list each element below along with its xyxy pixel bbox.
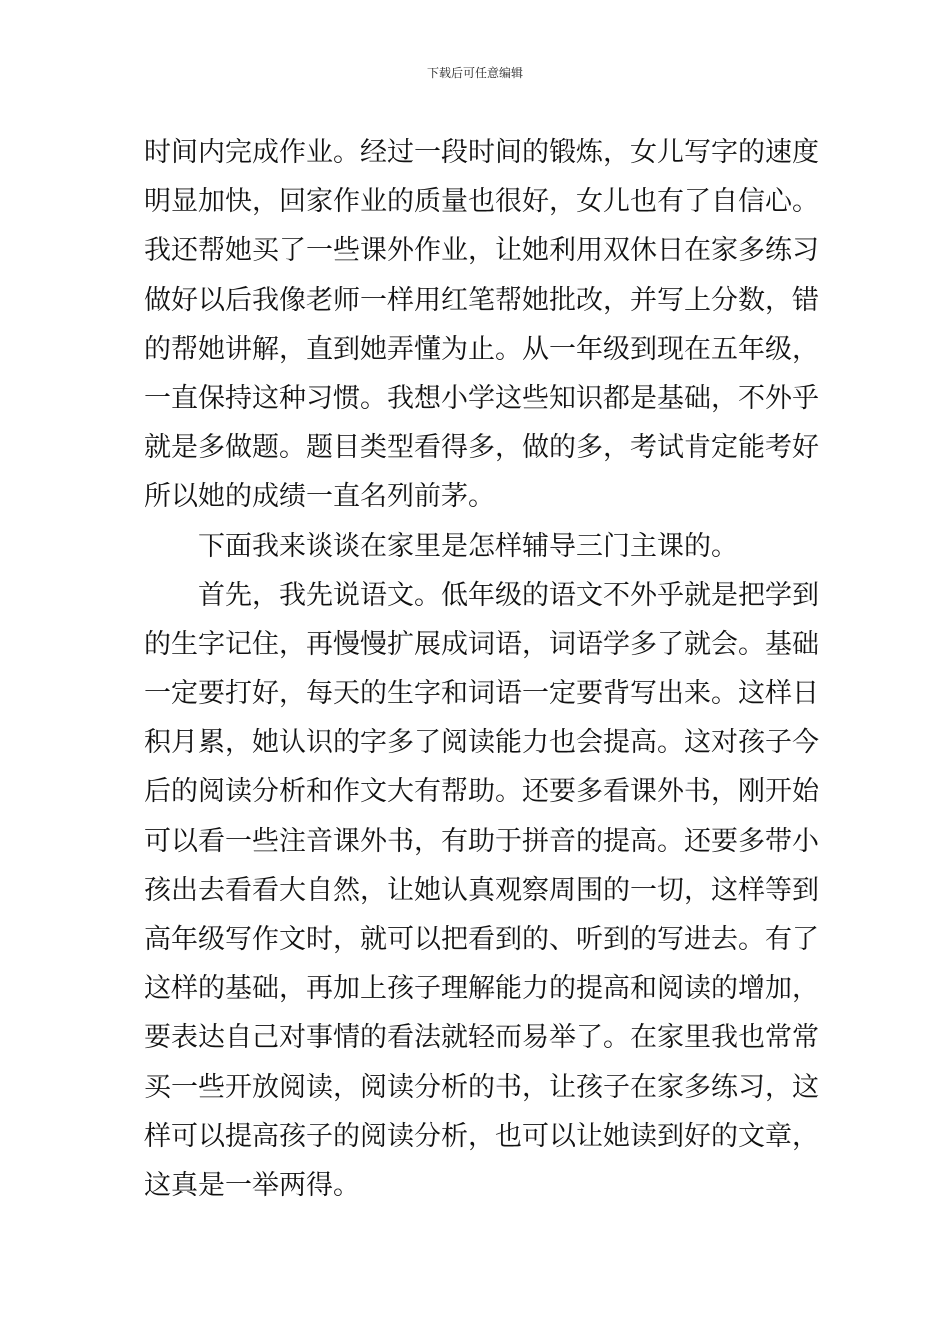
text-line: 可以看一些注音课外书，有助于拼音的提高。还要多带小 [144, 825, 819, 857]
text-line: 孩出去看看大自然，让她认真观察周围的一切，这样等到 [144, 874, 819, 906]
header-note: 下载后可任意编辑 [426, 66, 523, 80]
text-line: 样可以提高孩子的阅读分析，也可以让她读到好的文章， [144, 1120, 819, 1152]
text-line: 我还帮她买了一些课外作业，让她利用双休日在家多练习 [144, 235, 819, 267]
text-line: 首先，我先说语文。低年级的语文不外乎就是把学到 [198, 579, 819, 611]
text-line: 做好以后我像老师一样用红笔帮她批改，并写上分数，错 [144, 284, 819, 316]
text-line: 这真是一举两得。 [144, 1169, 360, 1201]
body-text [144, 128, 819, 1210]
text-line: 要表达自己对事情的看法就轻而易举了。在家里我也常常 [144, 1022, 819, 1054]
text-line: 的生字记住，再慢慢扩展成词语，词语学多了就会。基础 [144, 628, 819, 660]
text-line: 这样的基础，再加上孩子理解能力的提高和阅读的增加， [144, 973, 819, 1005]
text-line: 所以她的成绩一直名列前茅。 [144, 481, 495, 513]
text-line: 高年级写作文时，就可以把看到的、听到的写进去。有了 [144, 924, 819, 955]
text-line: 下面我来谈谈在家里是怎样辅导三门主课的。 [198, 530, 738, 562]
text-line: 后的阅读分析和作文大有帮助。还要多看课外书，刚开始 [144, 776, 819, 808]
text-line: 的帮她讲解，直到她弄懂为止。从一年级到现在五年级， [144, 333, 819, 365]
text-line: 一定要打好，每天的生字和词语一定要背写出来。这样日 [144, 678, 819, 710]
text-line: 买一些开放阅读，阅读分析的书，让孩子在家多练习，这 [144, 1071, 819, 1103]
text-line: 积月累，她认识的字多了阅读能力也会提高。这对孩子今 [144, 727, 819, 759]
text-line: 明显加快，回家作业的质量也很好，女儿也有了自信心。 [144, 186, 819, 218]
text-line: 时间内完成作业。经过一段时间的锻炼，女儿写字的速度 [144, 137, 819, 168]
text-line: 一直保持这种习惯。我想小学这些知识都是基础，不外乎 [144, 382, 819, 414]
text-line: 就是多做题。题目类型看得多，做的多，考试肯定能考好 [144, 432, 819, 464]
